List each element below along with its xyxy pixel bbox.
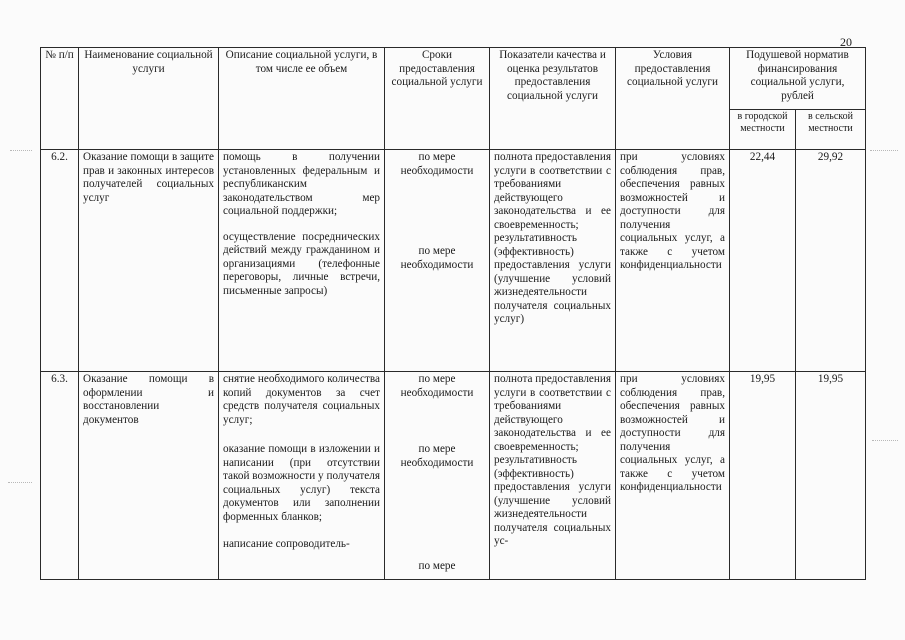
service-name: Оказание помощи в оформлении и восстановлении документов bbox=[79, 372, 219, 580]
header-conditions: Условия предоставления социальной услуги bbox=[616, 48, 730, 150]
page-number: 20 bbox=[840, 35, 852, 49]
terms-item: по мере необходимости bbox=[400, 151, 474, 177]
terms-item: по мере bbox=[418, 560, 456, 572]
scan-mark bbox=[872, 440, 898, 442]
quality-indicators: полнота предоставления услуги в соответствии с требованиями действующего законодательства и ее своевременность; результативность (эффективность) предоставления услуги (улучшение условий жизнедеятельности получателя социальных ус- bbox=[490, 372, 616, 580]
description-item: оказание помощи в изложении и написании (при отсутствии такой возможности у получателя социальных услуг) текста документов или заполнении форменных бланков; bbox=[223, 443, 380, 523]
description-item: осуществление посреднических действий между гражданином и организациями (телефонные переговоры, личные встречи, письменные запросы) bbox=[223, 230, 380, 297]
header-norm-rural: в сельской местности bbox=[796, 110, 866, 150]
header-quality: Показатели качества и оценка результатов предоставления социальной услуги bbox=[490, 48, 616, 150]
service-description bbox=[219, 372, 385, 580]
header-num: № п/п bbox=[41, 48, 79, 150]
scan-mark bbox=[870, 150, 898, 152]
terms-item: по мере необходимости bbox=[400, 373, 474, 399]
quality-indicators: полнота предоставления услуги в соответствии с требованиями действующего законодательства и ее своевременность; результативность (эффективность) предоставления услуги (улучшение условий жизнедеятельности получателя социальных услуг) bbox=[490, 150, 616, 372]
description-item: написание сопроводитель- bbox=[223, 538, 350, 550]
service-name: Оказание помощи в защите прав и законных интересов получателей социальных услуг bbox=[79, 150, 219, 372]
service-conditions: при условиях соблюдения прав, обеспечения равных возможностей и доступности для получения социальных услуг, а также с учетом конфиденциальности bbox=[616, 150, 730, 372]
scan-mark bbox=[10, 150, 32, 152]
norm-rural-value: 19,95 bbox=[796, 372, 866, 580]
norm-urban-value: 22,44 bbox=[730, 150, 796, 372]
service-terms bbox=[385, 150, 490, 372]
norm-rural-value: 29,92 bbox=[796, 150, 866, 372]
service-terms bbox=[385, 372, 490, 580]
terms-item: по мере необходимости bbox=[400, 443, 474, 469]
service-description bbox=[219, 150, 385, 372]
social-services-table bbox=[40, 47, 866, 580]
description-item: снятие необходимого количества копий документов за счет средств получателя социальных услуг; bbox=[223, 373, 380, 426]
terms-item: по мере необходимости bbox=[400, 245, 474, 271]
table-row bbox=[41, 372, 866, 580]
header-description: Описание социальной услуги, в том числе ее объем bbox=[219, 48, 385, 150]
row-number: 6.2. bbox=[41, 150, 79, 372]
header-norm: Подушевой норматив финансирования социальной услуги, рублей bbox=[730, 48, 866, 110]
header-name: Наименование социальной услуги bbox=[79, 48, 219, 150]
description-item: помощь в получении установленных федеральным и республиканским законодательством мер социальной поддержки; bbox=[223, 151, 380, 217]
header-terms: Сроки предоставления социальной услуги bbox=[385, 48, 490, 150]
row-number: 6.3. bbox=[41, 372, 79, 580]
table-row bbox=[41, 150, 866, 372]
header-norm-urban: в городской местности bbox=[730, 110, 796, 150]
service-conditions: при условиях соблюдения прав, обеспечения равных возможностей и доступности для получения социальных услуг, а также с учетом конфиденциальности bbox=[616, 372, 730, 580]
norm-urban-value: 19,95 bbox=[730, 372, 796, 580]
scan-mark bbox=[8, 482, 32, 484]
